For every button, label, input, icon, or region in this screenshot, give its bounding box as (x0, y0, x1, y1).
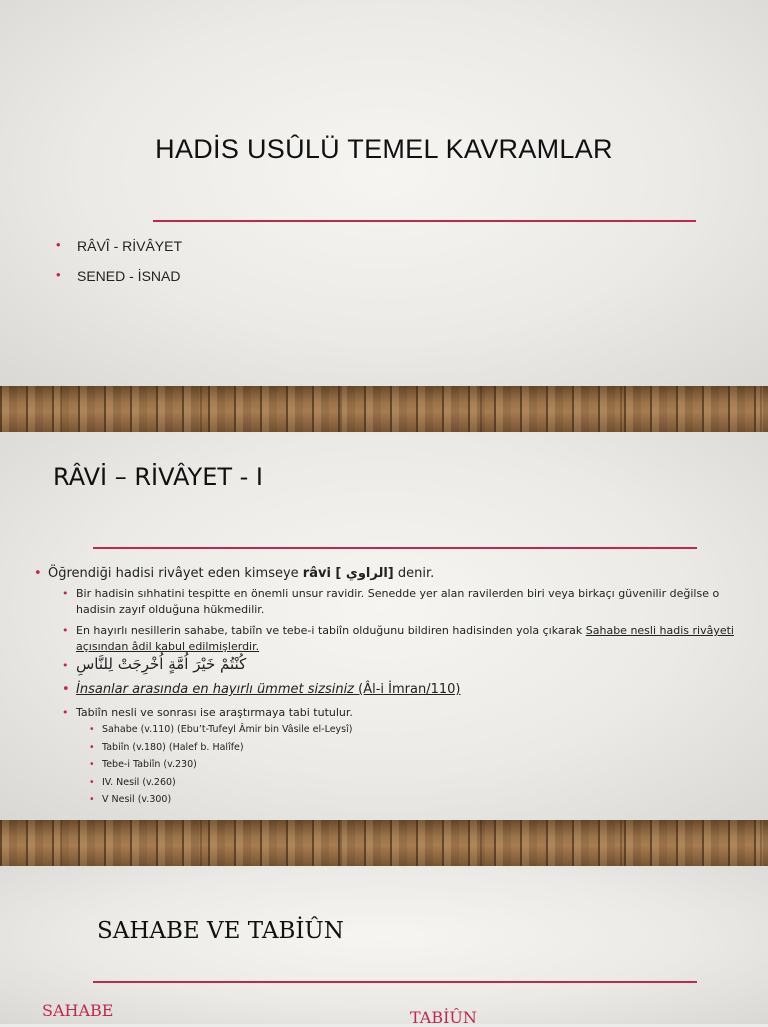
sihhat-text: Bir hadisin sıhhatini tespitte en önemli unsur ravidir. Senedde yer alan ravilerden biri veya birkaçı güvenilir değilse o hadisin zayıf olduğuna hükmedilir. (76, 587, 720, 616)
slide-3-title: SAHABE VE TABİÛN (97, 918, 344, 944)
ayet-translation: İnsanlar arasında en hayırlı ümmet sizsiniz (Âl-i İmran/110) (76, 682, 461, 697)
ravi-definition-suffix: denir. (393, 566, 435, 581)
sahabe-adil-text: En hayırlı nesillerin sahabe, tabiîn ve tebe-i tabiîn olduğunu bildiren hadisinden yola çıkarak (76, 624, 586, 637)
bullet-sened-isnad: • SENED - İSNAD (77, 268, 180, 284)
sub-bullet-tabiin: • Tabiîn nesli ve sonrası ise araştırmaya tabi tutulur. (62, 706, 353, 719)
generation-item: • Sahabe (v.110) (Ebu’t-Tufeyl Âmir bin Vâsile el-Leysî) (89, 724, 353, 735)
bullet-ravi-rivayet: • RÂVÎ - RİVÂYET (77, 238, 182, 254)
slide-3-divider (93, 981, 697, 983)
slide-2-title: RÂVİ – RİVÂYET - I (53, 463, 264, 491)
generation-item: • IV. Nesil (v.260) (89, 777, 176, 788)
tabiun-heading: TABİÛN (410, 1008, 477, 1027)
tabiin-text: Tabiîn nesli ve sonrası ise araştırmaya tabi tutulur. (76, 706, 353, 719)
bullet-ravi-definition: • Öğrendiği hadisi rivâyet eden kimseye râvi [ الراوي] denir. (34, 566, 435, 581)
generation-item: • Tabiîn (v.180) (Halef b. Halîfe) (89, 742, 244, 753)
sahabe-adil-underlined: Sahabe nesli hadis rivâyeti açısından âdil kabul edilmişlerdir. (76, 624, 734, 653)
ayet-arabic: كُنْتُمْ خَيْرَ اُمَّةٍ اُخْرِجَتْ لِلنَّاسِ (76, 655, 247, 673)
generation-item: • Tebe-i Tabiîn (v.230) (89, 759, 197, 770)
sahabe-heading: SAHABE (42, 1001, 114, 1020)
wood-floor-divider-1 (0, 386, 768, 432)
slide-1-title: HADİS USÛLÜ TEMEL KAVRAMLAR (155, 134, 613, 164)
ravi-term: râvi [ الراوي] (302, 566, 394, 581)
wood-floor-divider-2 (0, 820, 768, 866)
slide-2-divider (93, 547, 697, 549)
slide-3 (0, 866, 768, 1024)
ravi-definition-prefix: Öğrendiği hadisi rivâyet eden kimseye (48, 566, 303, 581)
sub-bullet-ayet: • كُنْتُمْ خَيْرَ اُمَّةٍ اُخْرِجَتْ لِلنَّاسِ (62, 655, 247, 673)
sub-bullet-sahabe-adil: • En hayırlı nesillerin sahabe, tabiîn ve tebe-i tabiîn olduğunu bildiren hadisinden yola çıkarak Sahabe nesli hadis rivâyeti açısından âdil kabul edilmişlerdir. (62, 624, 734, 653)
slide-1 (0, 0, 768, 386)
generation-item: • V Nesil (v.300) (89, 794, 172, 805)
sub-bullet-sihhat: • Bir hadisin sıhhatini tespitte en önemli unsur ravidir. Senedde yer alan ravilerden biri veya birkaçı güvenilir değilse o hadisin zayıf olduğuna hükmedilir. (62, 587, 720, 616)
slide-1-divider (153, 220, 696, 222)
sub-bullet-translation: • İnsanlar arasında en hayırlı ümmet sizsiniz (Âl-i İmran/110) (62, 682, 461, 697)
